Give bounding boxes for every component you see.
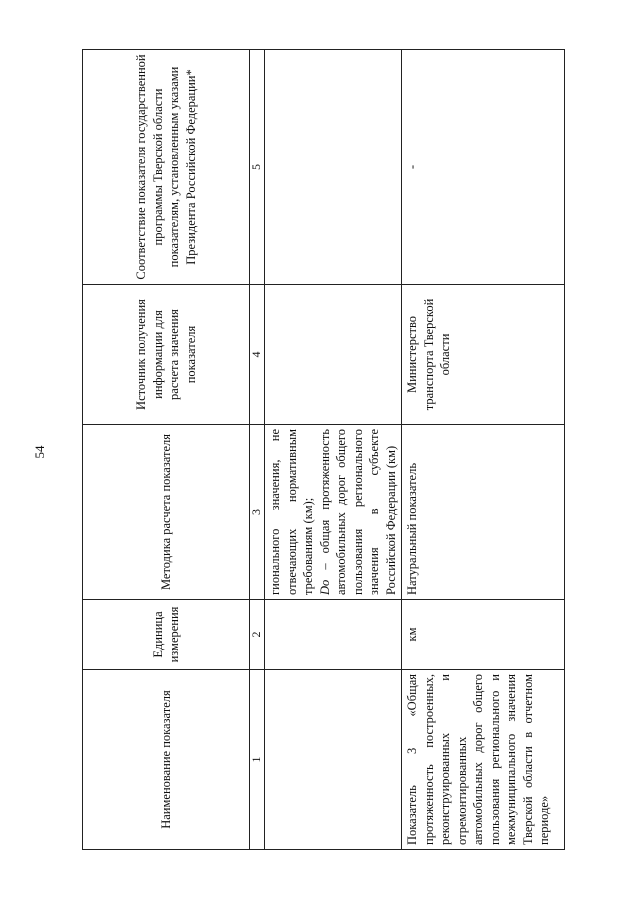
column-number: 3 <box>250 425 265 600</box>
cell-name: Показатель 3 «Общая протяженность построенных, реконструированных и отремонтированных автомобильных дорог общего пользования регионального и межмуниципального значения Тверской области в отчетном периоде» <box>402 670 565 850</box>
header-source: Источник получения информации для расчета значения показателя <box>83 285 250 425</box>
column-number: 5 <box>250 50 265 285</box>
column-number-row <box>250 50 265 850</box>
cell-name <box>265 670 402 850</box>
table-row <box>265 50 402 850</box>
method-variable: Do <box>317 579 332 595</box>
header-compliance: Соответствие показателя государственной программы Тверской области показателям, установленным указами Президента Российской Федерации* <box>83 50 250 285</box>
cell-method <box>265 425 402 600</box>
header-method: Методика расчета показателя <box>83 425 250 600</box>
cell-source: Министерство транспорта Тверской области <box>402 285 565 425</box>
cell-unit <box>265 600 402 670</box>
document-sheet <box>82 50 556 850</box>
column-number: 4 <box>250 285 265 425</box>
header-indicator-name: Наименование показателя <box>83 670 250 850</box>
cell-compliance <box>265 50 402 285</box>
column-number: 1 <box>250 670 265 850</box>
method-text-1: гионального значения, не отвечающих нормативным требованиям (км); <box>268 429 315 595</box>
method-text-2: – общая протяженность автомобильных дорог общего пользования регионального значения в субъекте Российской Федерации (км) <box>317 429 398 595</box>
cell-method: Натуральный показатель <box>402 425 565 600</box>
column-number: 2 <box>250 600 265 670</box>
cell-unit: км <box>402 600 565 670</box>
cell-compliance: - <box>402 50 565 285</box>
header-unit: Единица измерения <box>83 600 250 670</box>
table-header-row <box>83 50 250 850</box>
indicators-table <box>82 49 565 850</box>
cell-source <box>265 285 402 425</box>
page-number: 54 <box>32 445 47 459</box>
table-row <box>402 50 565 850</box>
